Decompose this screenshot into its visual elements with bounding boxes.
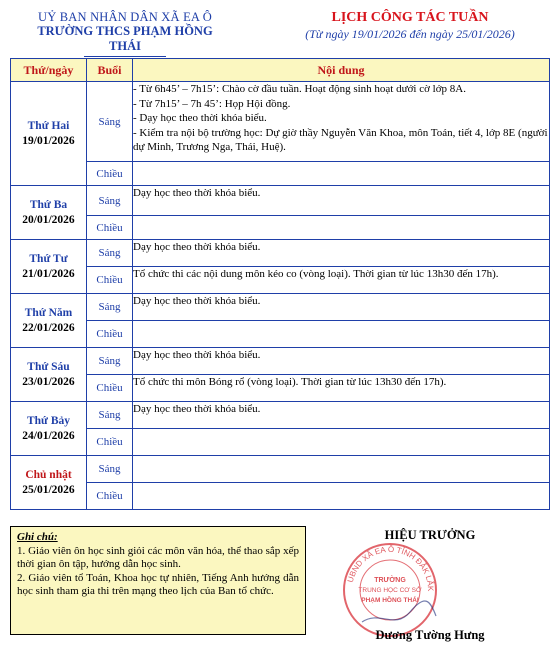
day-date: 20/01/2026 — [22, 213, 75, 226]
content-line: - Dạy học theo thời khóa biểu. — [133, 112, 267, 124]
session-content — [133, 294, 550, 321]
content-line: Dạy học theo thời khóa biểu. — [133, 241, 261, 253]
day-cell — [11, 294, 87, 348]
day-name: Thứ Sáu — [27, 360, 70, 373]
day-name: Thứ Ba — [29, 198, 68, 211]
signer-name: Dương Tường Hưng — [375, 628, 485, 642]
session-label: Chiều — [87, 375, 133, 402]
day-name: Chủ nhật — [25, 468, 72, 481]
table-row — [11, 267, 550, 294]
day-cell — [11, 186, 87, 240]
session-content — [133, 240, 550, 267]
session-content — [133, 321, 550, 348]
note-item: 1. Giáo viên ôn học sinh giỏi các môn văn hóa, thể thao sắp xếp thời gian ôn tập, hướng dẫn học sinh. — [17, 544, 299, 570]
school-seal-stamp — [340, 540, 440, 640]
note-box — [10, 526, 306, 635]
session-content — [133, 267, 550, 294]
day-cell — [11, 348, 87, 402]
content-line: Tổ chức thi môn Bóng rổ (vòng loại). Thời gian từ lúc 13h30 đến 17h). — [133, 376, 447, 388]
session-content — [133, 456, 550, 483]
table-row — [11, 216, 550, 240]
svg-text:TRUNG HỌC CƠ SỞ: TRUNG HỌC CƠ SỞ — [358, 587, 422, 594]
note-item: 2. Giáo viên tổ Toán, Khoa học tự nhiên, Tiếng Anh hướng dẫn học sinh tham gia thi trên mạng theo lịch của Ban tổ chức. — [17, 571, 299, 597]
table-row — [11, 348, 550, 375]
table-row — [11, 321, 550, 348]
table-row — [11, 483, 550, 510]
session-label: Sáng — [87, 294, 133, 321]
document-header — [0, 0, 560, 56]
table-row — [11, 162, 550, 186]
day-date: 22/01/2026 — [22, 321, 75, 334]
session-label: Chiều — [87, 216, 133, 240]
content-line: - Từ 7h15’ – 7h 45’: Họp Hội đồng. — [133, 97, 291, 110]
content-line: Dạy học theo thời khóa biểu. — [133, 403, 261, 415]
content-line: Tổ chức thi các nội dung môn kéo co (vòng loại). Thời gian từ lúc 13h30 đến 17h). — [133, 268, 499, 280]
day-name: Thứ Tư — [29, 252, 68, 265]
session-content — [133, 162, 550, 186]
session-content — [133, 429, 550, 456]
day-date: 21/01/2026 — [22, 267, 75, 280]
session-content — [133, 348, 550, 375]
org-line-1: UỶ BAN NHÂN DÂN XÃ EA Ô — [37, 10, 213, 24]
day-name: Thứ Hai — [27, 119, 70, 132]
signer-position: HIỆU TRƯỞNG — [384, 528, 476, 542]
content-line: Dạy học theo thời khóa biểu. — [133, 349, 261, 361]
svg-text:TRƯỜNG: TRƯỜNG — [374, 577, 406, 584]
session-content — [133, 82, 550, 162]
day-cell — [11, 456, 87, 510]
table-row — [11, 240, 550, 267]
table-row — [11, 402, 550, 429]
table-row — [11, 82, 550, 162]
day-cell — [11, 82, 87, 186]
table-row — [11, 294, 550, 321]
session-content — [133, 402, 550, 429]
day-date: 24/01/2026 — [22, 429, 75, 442]
table-row — [11, 429, 550, 456]
title-block — [270, 10, 550, 42]
session-label: Chiều — [87, 267, 133, 294]
content-line: - Từ 6h45’ – 7h15’: Chào cờ đầu tuần. Hoạt động sinh hoạt dưới cờ lớp 8A. — [133, 83, 466, 95]
session-label: Chiều — [87, 162, 133, 186]
content-line: Dạy học theo thời khóa biểu. — [133, 187, 261, 199]
schedule-body — [11, 82, 550, 510]
day-date: 23/01/2026 — [22, 375, 75, 388]
content-line: - Kiểm tra nội bộ trường học: Dự giờ thầy Nguyễn Văn Khoa, môn Toán, tiết 4, lớp 8E (người dự Minh, Trương Nga, Thái, Huệ). — [133, 126, 548, 153]
table-header-row — [11, 59, 550, 82]
session-label: Sáng — [87, 402, 133, 429]
table-row — [11, 186, 550, 216]
day-cell — [11, 240, 87, 294]
session-label: Chiều — [87, 321, 133, 348]
svg-text:UBND XÃ EA Ô TỈNH ĐẮK LẮK: UBND XÃ EA Ô TỈNH ĐẮK LẮK — [345, 544, 436, 592]
organization-block — [30, 10, 220, 57]
session-label: Chiều — [87, 429, 133, 456]
table-row — [11, 456, 550, 483]
session-label: Sáng — [87, 456, 133, 483]
content-line: Dạy học theo thời khóa biểu. — [133, 295, 261, 307]
date-range: (Từ ngày 19/01/2026 đến ngày 25/01/2026) — [305, 27, 515, 41]
session-label: Sáng — [87, 348, 133, 375]
day-name: Thứ Bảy — [26, 414, 70, 427]
schedule-table — [10, 58, 550, 510]
note-title: Ghi chú: — [17, 531, 58, 543]
table-row — [11, 375, 550, 402]
day-date: 25/01/2026 — [22, 483, 75, 496]
session-content — [133, 375, 550, 402]
day-date: 19/01/2026 — [22, 134, 75, 147]
session-label: Sáng — [87, 186, 133, 216]
session-content — [133, 216, 550, 240]
svg-text:PHẠM HỒNG THÁI: PHẠM HỒNG THÁI — [361, 597, 419, 604]
session-content — [133, 186, 550, 216]
session-label: Sáng — [87, 240, 133, 267]
school-name: TRƯỜNG THCS PHẠM HỒNG THÁI — [37, 24, 213, 53]
org-underline — [84, 56, 166, 57]
header-day: Thứ/ngày — [11, 59, 87, 82]
header-content: Nội dung — [133, 59, 550, 82]
header-session: Buổi — [87, 59, 133, 82]
session-label: Sáng — [87, 82, 133, 162]
session-label: Chiều — [87, 483, 133, 510]
day-name: Thứ Năm — [24, 306, 73, 319]
document-title: LỊCH CÔNG TÁC TUẦN — [331, 10, 489, 25]
session-content — [133, 483, 550, 510]
day-cell — [11, 402, 87, 456]
